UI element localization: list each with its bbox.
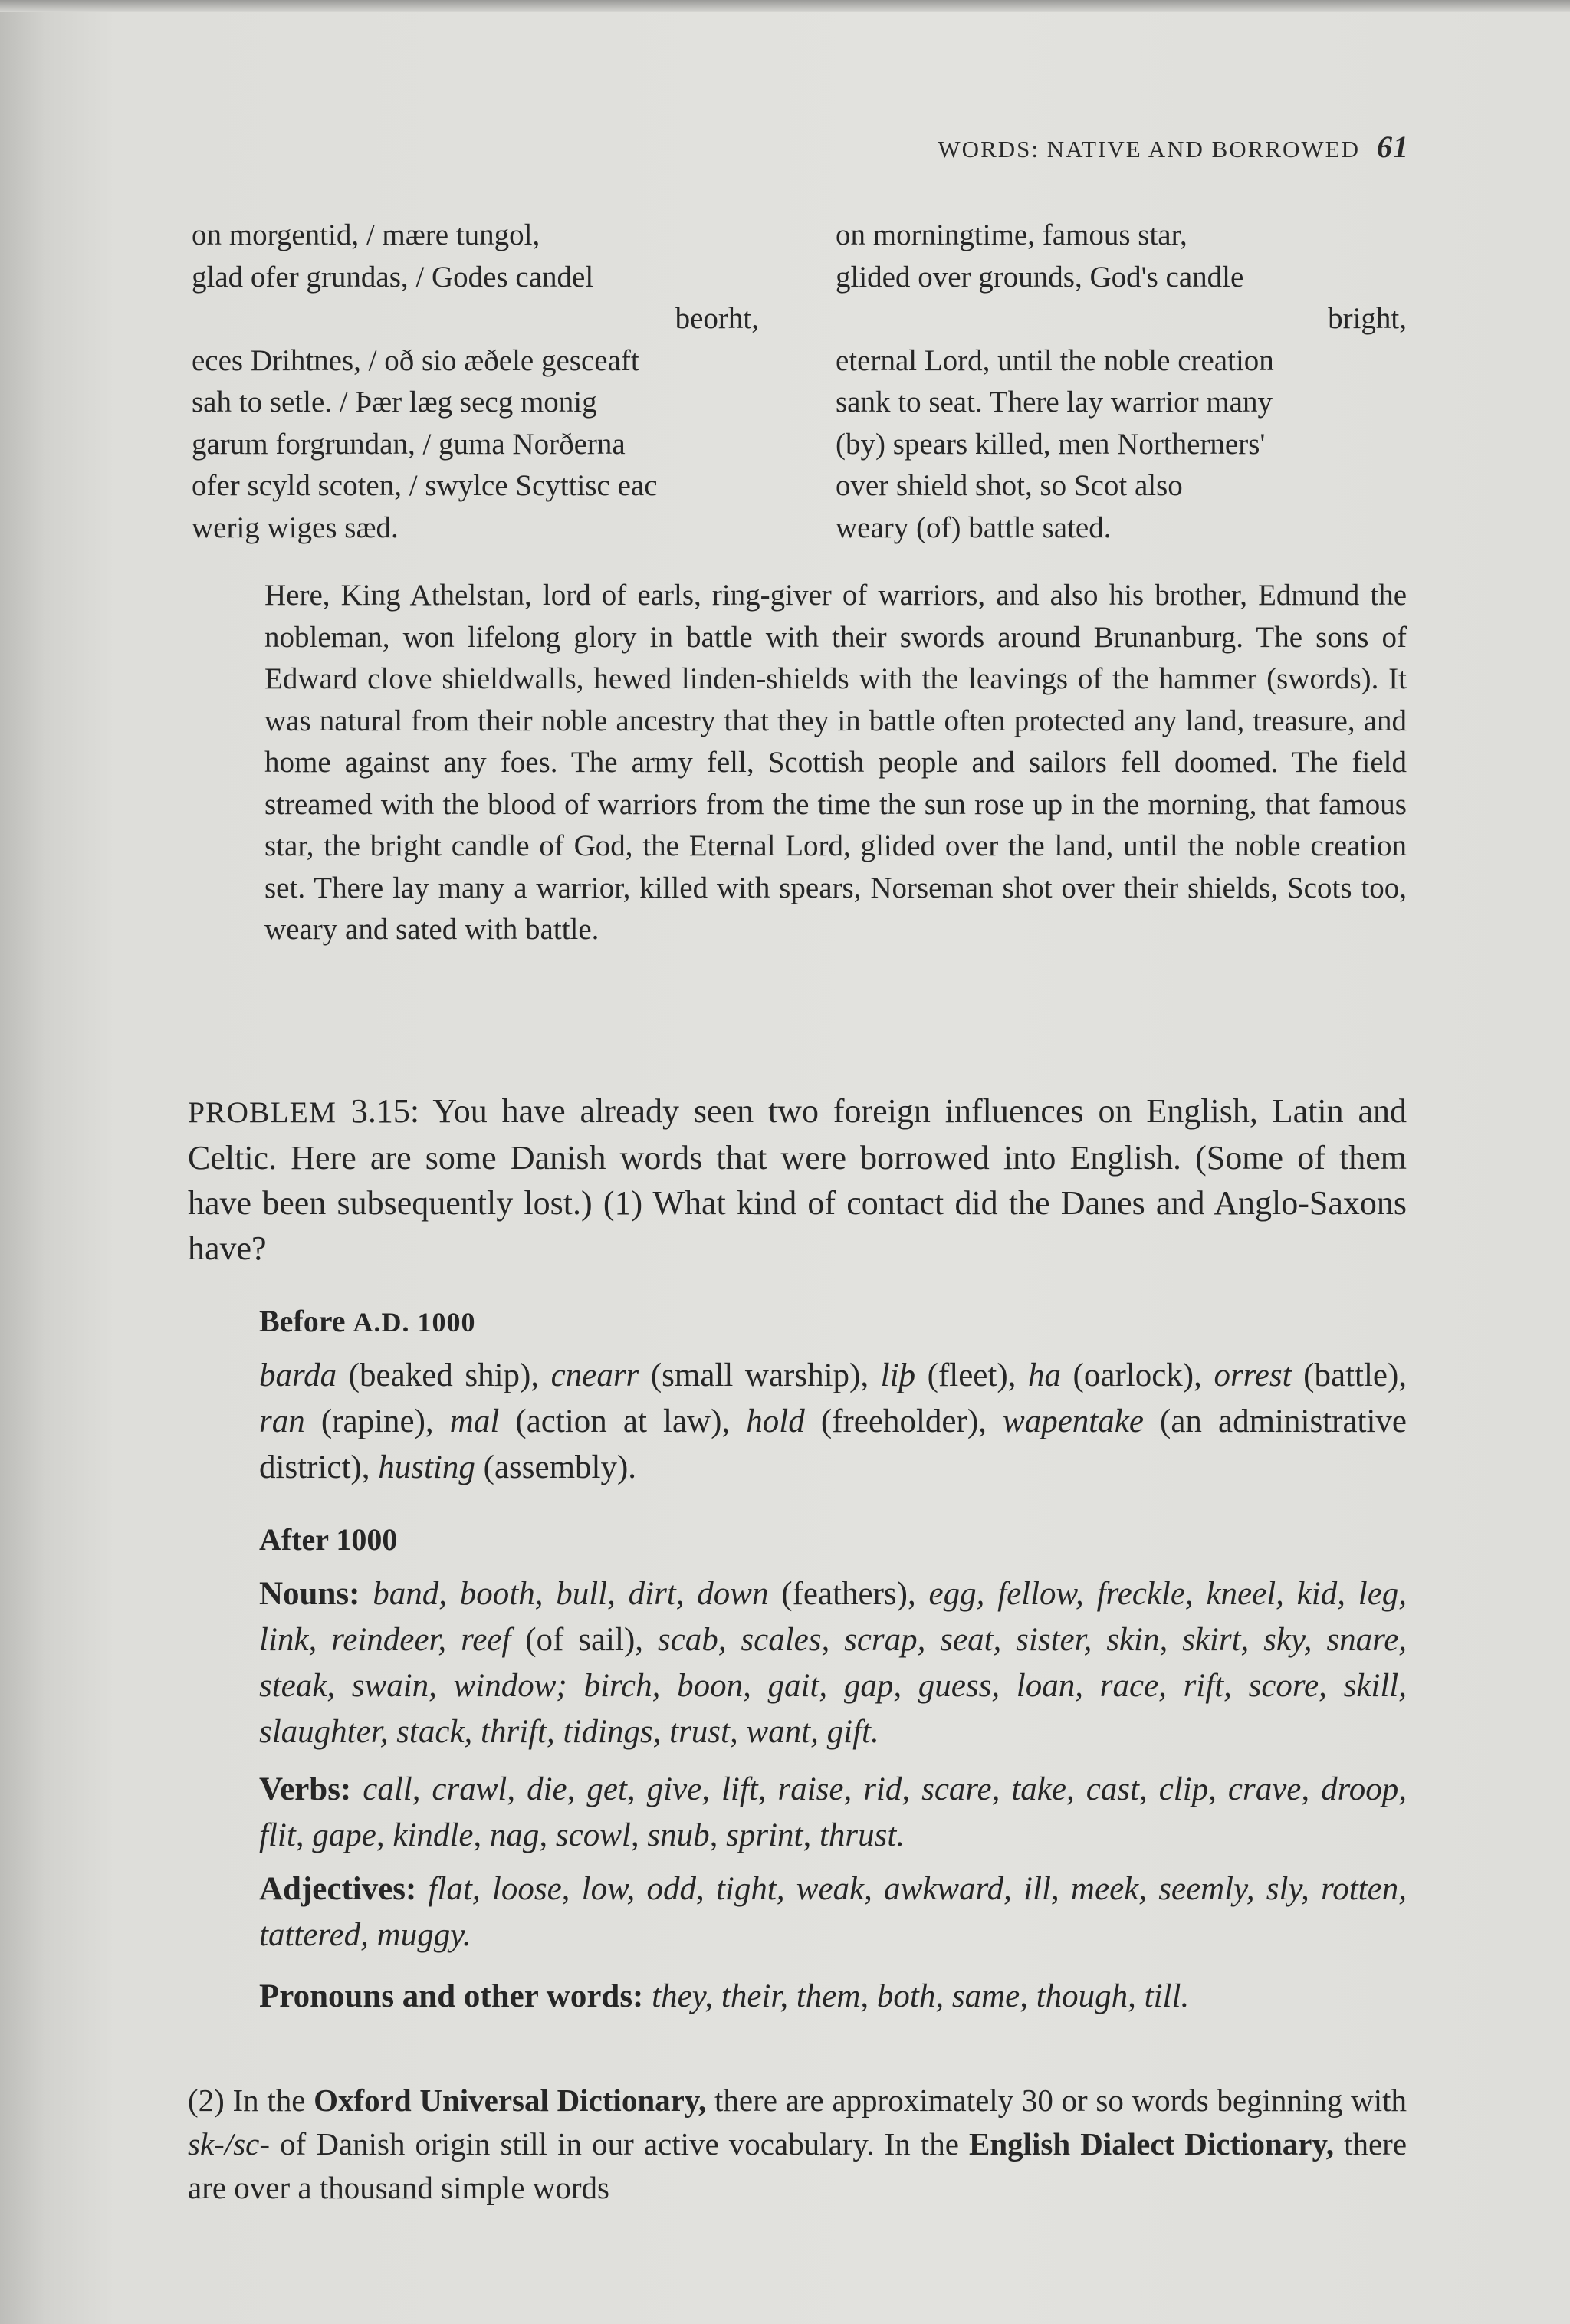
modern-english-column bbox=[836, 215, 1407, 549]
danish-word: cnearr bbox=[550, 1357, 639, 1393]
verbs-list: Verbs: call, crawl, die, get, give, lift, raise, rid, scare, take, cast, clip, crave, droop, flit, gape, kindle, nag, scowl, snub, sprint, thrust. bbox=[259, 1771, 1407, 1853]
problem-text: You have already seen two foreign influences on English, Latin and Celtic. Here are some Danish words that were borrowed into English. (Some of them have been subsequently lost.) (1) What kind of contact did the Danes and Anglo-Saxons have? bbox=[188, 1092, 1407, 1267]
closing-paragraph: (2) In the Oxford Universal Dictionary, there are approximately 30 or so words beginning with sk-/sc- of Danish origin still in our active vocabulary. In the English Dialect Dictionary, there are over a thousand simple words bbox=[188, 2083, 1407, 2205]
poem-line: sah to setle. / Þær læg secg monig bbox=[192, 386, 597, 419]
poem-line: on morgentid, / mære tungol, bbox=[192, 218, 540, 251]
poem-line: weary (of) battle sated. bbox=[836, 510, 1112, 544]
gloss: (assembly). bbox=[483, 1449, 637, 1485]
problem-number: 3.15: bbox=[350, 1092, 420, 1130]
nouns-label: Nouns: bbox=[259, 1576, 360, 1612]
poem-line: bright, bbox=[1328, 302, 1407, 335]
gloss: (oarlock), bbox=[1072, 1357, 1202, 1393]
gloss: (an administrative district), bbox=[259, 1403, 1407, 1485]
poem-line: eternal Lord, until the noble creation bbox=[836, 343, 1274, 377]
poem-line: on morningtime, famous star, bbox=[836, 218, 1187, 251]
poem-line: glad ofer grundas, / Godes candel bbox=[192, 260, 594, 294]
gloss: (fleet), bbox=[927, 1357, 1017, 1393]
prose-translation: Here, King Athelstan, lord of earls, ring-giver of warriors, and also his brother, Edmund the nobleman, won lifelong glory in battle with their swords around Brunanburg. The sons of Edward clove shieldwalls, hewed linden-shields with the leavings of the hammer (swords). It was natural from their noble ancestry that they in battle often protected any land, treasure, and home against any foes. The army fell, Scottish people and sailors fell doomed. The field streamed with the blood of warriors from the time the sun rose up in the morning, that famous star, the bright candle of God, the Eternal Lord, glided over the land, until the noble creation set. There lay many a warrior, killed with spears, Norseman shot over their shields, Scots too, weary and sated with battle. bbox=[264, 579, 1407, 946]
danish-word: wapentake bbox=[1003, 1403, 1144, 1439]
poem-line: werig wiges sæd. bbox=[192, 510, 399, 544]
danish-word: husting bbox=[378, 1449, 475, 1485]
gloss: (small warship), bbox=[650, 1357, 869, 1393]
problem-paragraph bbox=[188, 1088, 1407, 1271]
adjectives-list: Adjectives: flat, loose, low, odd, tight, weak, awkward, ill, meek, seemly, sly, rotten, tattered, muggy. bbox=[259, 1871, 1407, 1953]
running-title: WORDS: NATIVE AND BORROWED bbox=[938, 136, 1360, 162]
danish-word: orrest bbox=[1214, 1357, 1292, 1393]
gloss: (freeholder), bbox=[820, 1403, 987, 1439]
danish-word: liþ bbox=[880, 1357, 916, 1393]
poem-line: eces Drihtnes, / oð sio æðele gesceaft bbox=[192, 343, 639, 377]
poem-line: glided over grounds, God's candle bbox=[836, 260, 1244, 294]
gloss: (action at law), bbox=[515, 1403, 731, 1439]
page-number: 61 bbox=[1377, 130, 1409, 164]
poem-line: ofer scyld scoten, / swylce Scyttisc eac bbox=[192, 469, 658, 502]
adjectives-label: Adjectives: bbox=[259, 1871, 417, 1907]
poem-line: (by) spears killed, men Northerners' bbox=[836, 427, 1266, 461]
danish-word: hold bbox=[746, 1403, 805, 1439]
dialect-dictionary-title: English Dialect Dictionary, bbox=[968, 2126, 1334, 2162]
after-heading: After 1000 bbox=[259, 1522, 398, 1557]
problem-label: PROBLEM bbox=[188, 1095, 337, 1129]
nouns-list: Nouns: band, booth, bull, dirt, down (feathers), egg, fellow, freckle, kneel, kid, leg, link, reindeer, reef (of sail), scab, scales, scrap, seat, sister, skin, skirt, sky, snare, steak, swain, window; birch, boon, gait, gap, guess, loan, race, rift, score, skill, slaughter, stack, thrift, tidings, trust, want, gift. bbox=[259, 1576, 1407, 1750]
danish-word: mal bbox=[449, 1403, 500, 1439]
danish-word: barda bbox=[259, 1357, 337, 1393]
gloss: (battle), bbox=[1303, 1357, 1407, 1393]
before-1000-list bbox=[259, 1353, 1407, 1491]
pronouns-label: Pronouns and other words: bbox=[259, 1978, 644, 2014]
oxford-dictionary-title: Oxford Universal Dictionary, bbox=[314, 2083, 707, 2118]
poem-line: over shield shot, so Scot also bbox=[836, 469, 1183, 502]
poem-line: garum forgrundan, / guma Norðerna bbox=[192, 427, 626, 461]
danish-word: ran bbox=[259, 1403, 305, 1439]
poem-line: beorht, bbox=[675, 302, 759, 335]
gloss: (beaked ship), bbox=[348, 1357, 540, 1393]
verbs-label: Verbs: bbox=[259, 1771, 352, 1807]
old-english-column bbox=[192, 215, 759, 549]
poem-line: sank to seat. There lay warrior many bbox=[836, 386, 1273, 419]
pronouns-list: Pronouns and other words: they, their, them, both, same, though, till. bbox=[259, 1978, 1190, 2014]
gloss: (rapine), bbox=[320, 1403, 434, 1439]
danish-word: ha bbox=[1027, 1357, 1061, 1393]
before-heading: Before A.D. 1000 bbox=[259, 1304, 476, 1338]
running-header bbox=[938, 129, 1409, 165]
